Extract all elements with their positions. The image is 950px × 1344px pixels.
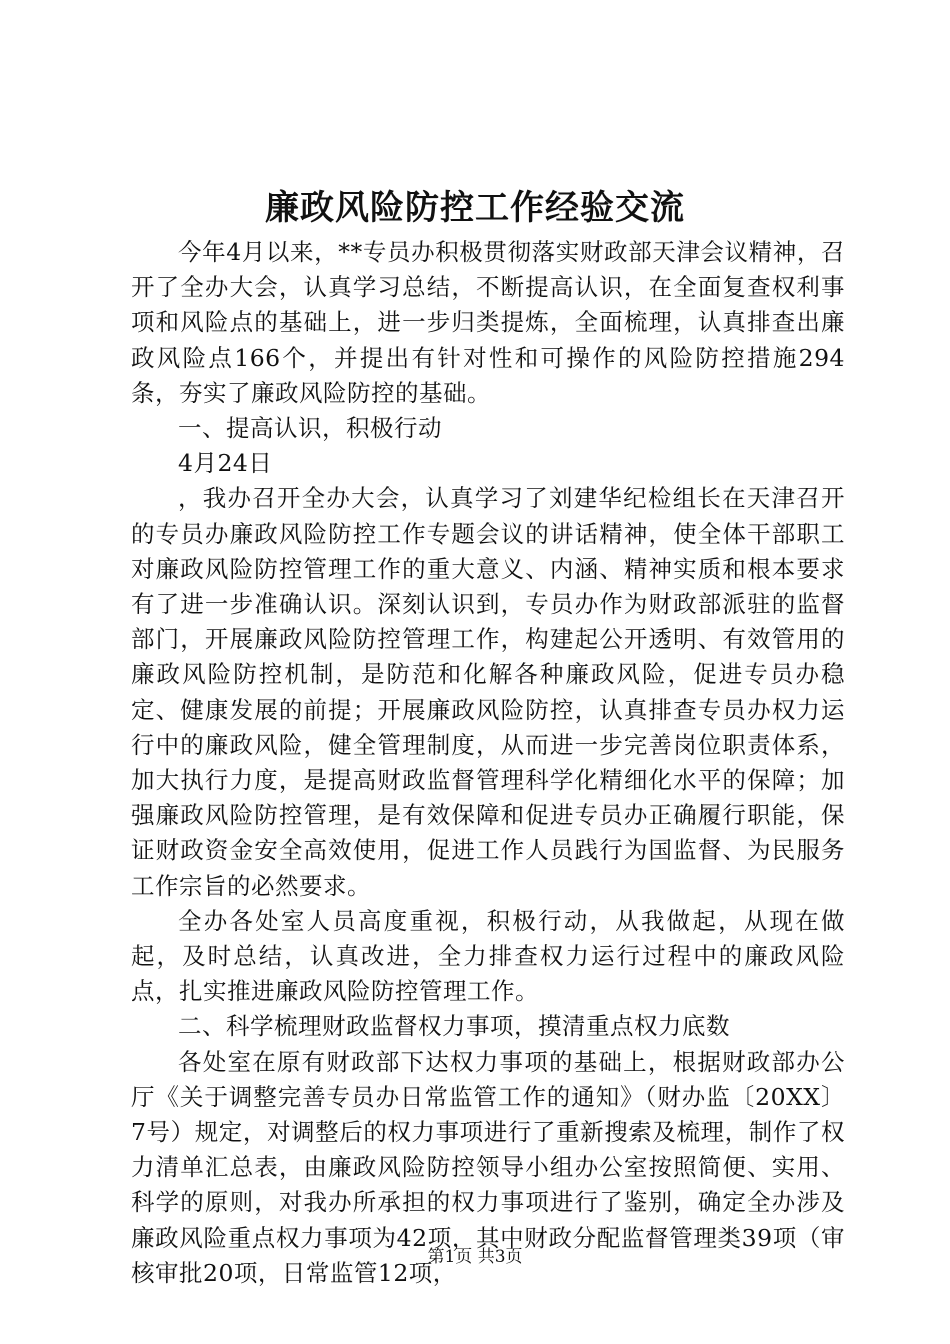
paragraph-date: 4月24日 xyxy=(178,449,273,478)
section-heading-1: 一、提高认识，积极行动 xyxy=(178,414,442,443)
section-heading-2: 二、科学梳理财政监督权力事项，摸清重点权力底数 xyxy=(178,1012,730,1041)
paragraph-meeting: ，我办召开全办大会，认真学习了刘建华纪检组长在天津召开的专员办廉政风险防控工作专题会议的讲话精神，使全体干部职工对廉政风险防控管理工作的重大意义、内涵、精神实质和根本要求有了进一步准确认识。深刻认识到，专员办作为财政部派驻的监督部门，开展廉政风险防控管理工作，构建起公开透明、有效管用的廉政风险防控机制，是防范和化解各种廉政风险，促进专员办稳定、健康发展的前提；开展廉政风险防控，认真排查专员办权力运行中的廉政风险，健全管理制度，从而进一步完善岗位职责体系，加大执行力度，是提高财政监督管理科学化精细化水平的保障；加强廉政风险防控管理，是有效保障和促进专员办正确履行职能，保证财政资金安全高效使用，促进工作人员践行为国监督、为民服务工作宗旨的必然要求。 xyxy=(131,484,845,900)
paragraph-review: 各处室在原有财政部下达权力事项的基础上，根据财政部办公厅《关于调整完善专员办日常监管工作的通知》（财办监〔20XX〕7号）规定，对调整后的权力事项进行了重新搜索及梳理，制作了权力清单汇总表，由廉政风险防控领导小组办公室按照简便、实用、科学的原则，对我办所承担的权力事项进行了鉴别，确定全办涉及廉政风险重点权力事项为42项，其中财政分配监督管理类39项（审核审批20项，日常监管12项， xyxy=(131,1047,845,1287)
paragraph-action: 全办各处室人员高度重视，积极行动，从我做起，从现在做起，及时总结，认真改进，全力排查权力运行过程中的廉政风险点，扎实推进廉政风险防控管理工作。 xyxy=(131,906,845,1006)
document-body xyxy=(131,235,845,1291)
paragraph-intro: 今年4月以来，**专员办积极贯彻落实财政部天津会议精神，召开了全办大会，认真学习总结，不断提高认识，在全面复查权利事项和风险点的基础上，进一步归类提炼，全面梳理，认真排查出廉政风险点166个，并提出有针对性和可操作的风险防控措施294条，夯实了廉政风险防控的基础。 xyxy=(131,238,845,407)
document-title: 廉政风险防控工作经验交流 xyxy=(265,188,685,228)
page-footer: 第1页 共3页 xyxy=(427,1247,523,1267)
